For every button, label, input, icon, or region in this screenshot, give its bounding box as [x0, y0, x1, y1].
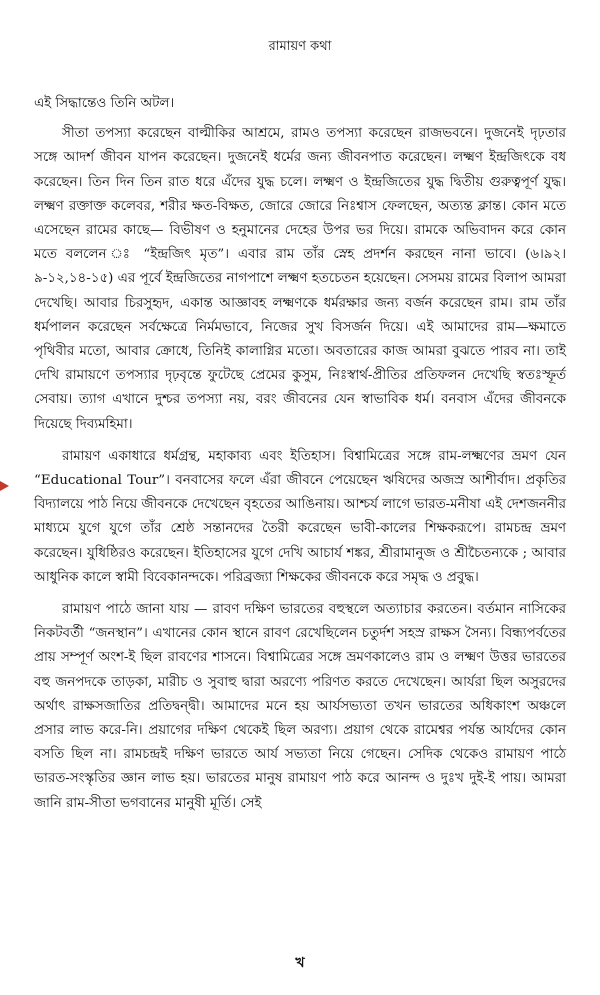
body-text [34, 92, 566, 824]
running-header: রামায়ণ কথা [268, 39, 332, 54]
paragraph-continuation: এই সিদ্ধান্তেও তিনি অটল। [34, 96, 175, 111]
page-number: খ [295, 955, 305, 971]
paragraph-sita-rama-tapasya: সীতা তপস্যা করেছেন বাল্মীকির আশ্রমে, রামও তপস্যা করেছেন রাজভবনে। দুজনেই দৃঢ়তার সঙ্গে আদর্শ জীবন যাপন করেছেন। দুজনেই ধর্মের জন্য জীবনপাত করেছেন। লক্ষ্মণ ইন্দ্রজিৎকে বধ করেছেন। তিন দিন তিন রাত ধরে এঁদের যুদ্ধ চলে। লক্ষ্মণ ও ইন্দ্রজিতের যুদ্ধ দ্বিতীয় গুরুত্বপূর্ণ যুদ্ধ। লক্ষ্মণ রক্তাক্ত কলেবর, শরীর ক্ষত-বিক্ষত, জোরে জোরে নিঃশ্বাস ফেলছেন, অত্যন্ত ক্লান্ত। কোন মতে এসেছেন রামের কাছে— বিভীষণ ও হনুমানের দেহের উপর ভর দিয়ে। রামকে অভিবাদন করে কোন মতে বললেন ঃ “ইন্দ্রজিৎ মৃত”। এবার রাম তাঁর স্নেহ প্রদর্শন করছেন নানা ভাবে। (৬।৯২।৯-১২,১৪-১৫) এর পূর্বে ইন্দ্রজিতের নাগপাশে লক্ষ্মণ হতচেতন হয়েছেন। সেসময় রামের বিলাপ আমরা দেখেছি। আবার চিরসুহৃদ, একান্ত আজ্ঞাবহ লক্ষ্মণকে ধর্মরক্ষার জন্য বর্জন করেছেন রাম। রাম তাঁর ধর্মপালন করেছেন সর্বক্ষেত্রে নির্মমভাবে, নিজের সুখ বিসর্জন দিয়ে। এই আমাদের রাম—ক্ষমাতে পৃথিবীর মতো, আবার ক্রোধে, তিনিই কালাগ্নির মতো। অবতারের কাজ আমরা বুঝতে পারব না। তাই দেখি রামায়ণে তপস্যার দৃঢ়বৃন্তে ফুটেছে প্রেমের কুসুম, নিঃস্বার্থ-প্রীতির প্রতিফলন দেখেছি স্বতঃস্ফূর্ত সেবায়। ত্যাগ এখানে দুশ্চর তপস্যা নয়, বরং জীবনের যেন স্বাভাবিক ধর্ম। বনবাস এঁদের জীবনকে দিয়েছে দিব্যমহিমা। [34, 126, 566, 432]
paragraph-ramayana-history: রামায়ণ একাধারে ধর্মগ্রন্থ, মহাকাব্য এবং ইতিহাস। বিশ্বামিত্রের সঙ্গে রাম-লক্ষ্মণের ভ্রমণ যেন “Educational Tour”। বনবাসের ফলে এঁরা জীবনে পেয়েছেন ঋষিদের অজস্র আশীর্বাদ। প্রকৃতির বিদ্যালয়ে পাঠ নিয়ে জীবনকে দেখেছেন বৃহতের আঙিনায়। আশ্চর্য লাগে ভারত-মনীষা এই দেশজননীর মাধ্যমে যুগে যুগে তাঁর শ্রেষ্ঠ সন্তানদের তৈরী করেছেন ভাবী-কালের শিক্ষকরূপে। রামচন্দ্র ভ্রমণ করেছেন। যুধিষ্ঠিরও করেছেন। ইতিহাসের যুগে দেখি আচার্য শঙ্কর, শ্রীরামানুজ ও শ্রীচৈতন্যকে ; আবার আধুনিক কালে স্বামী বিবেকানন্দকে। পরিব্রজ্যা শিক্ষকের জীবনকে করে সমৃদ্ধ ও প্রবুদ্ধ। [34, 448, 566, 585]
margin-marker-icon [0, 481, 9, 491]
paragraph-ravana-south-india: রামায়ণ পাঠে জানা যায় — রাবণ দক্ষিণ ভারতের বহুস্থলে অত্যাচার করতেন। বর্তমান নাসিকের নিকটবর্তী “জনস্থান”। এখানের কোন স্থানে রাবণ রেখেছিলেন চতুর্দশ সহস্র রাক্ষস সৈন্য। বিন্ধ্যপর্বতের প্রায় সম্পূর্ণ অংশ-ই ছিল রাবণের শাসনে। বিশ্বামিত্রের সঙ্গে ভ্রমণকালেও রাম ও লক্ষ্মণ উত্তর ভারতের বহু জনপদকে তাড়কা, মারীচ ও সুবাহু দ্বারা অরণ্যে পরিণত করতে দেখেছেন। আর্যরা ছিল অসুরদের অর্থাৎ রাক্ষসজাতির প্রতিদ্বন্দ্বী। আমাদের মনে হয় আর্যসভ্যতা তখন ভারতের অধিকাংশ অঞ্চলে প্রসার লাভ করে-নি। প্রয়াগের দক্ষিণ থেকেই ছিল অরণ্য। প্রয়াগ থেকে রামেশ্বর পর্যন্ত আর্যদের কোন বসতি ছিল না। রামচন্দ্রই দক্ষিণ ভারতে আর্য সভ্যতা নিয়ে গেছেন। সেদিক থেকেও রামায়ণ পাঠে ভারত-সংস্কৃতির জ্ঞান লাভ হয়। ভারতের মানুষ রামায়ণ পাঠ করে আনন্দ ও দুঃখ দুই-ই পায়। আমরা জানি রাম-সীতা ভগবানের মানুষী মূর্তি। সেই [34, 602, 566, 811]
